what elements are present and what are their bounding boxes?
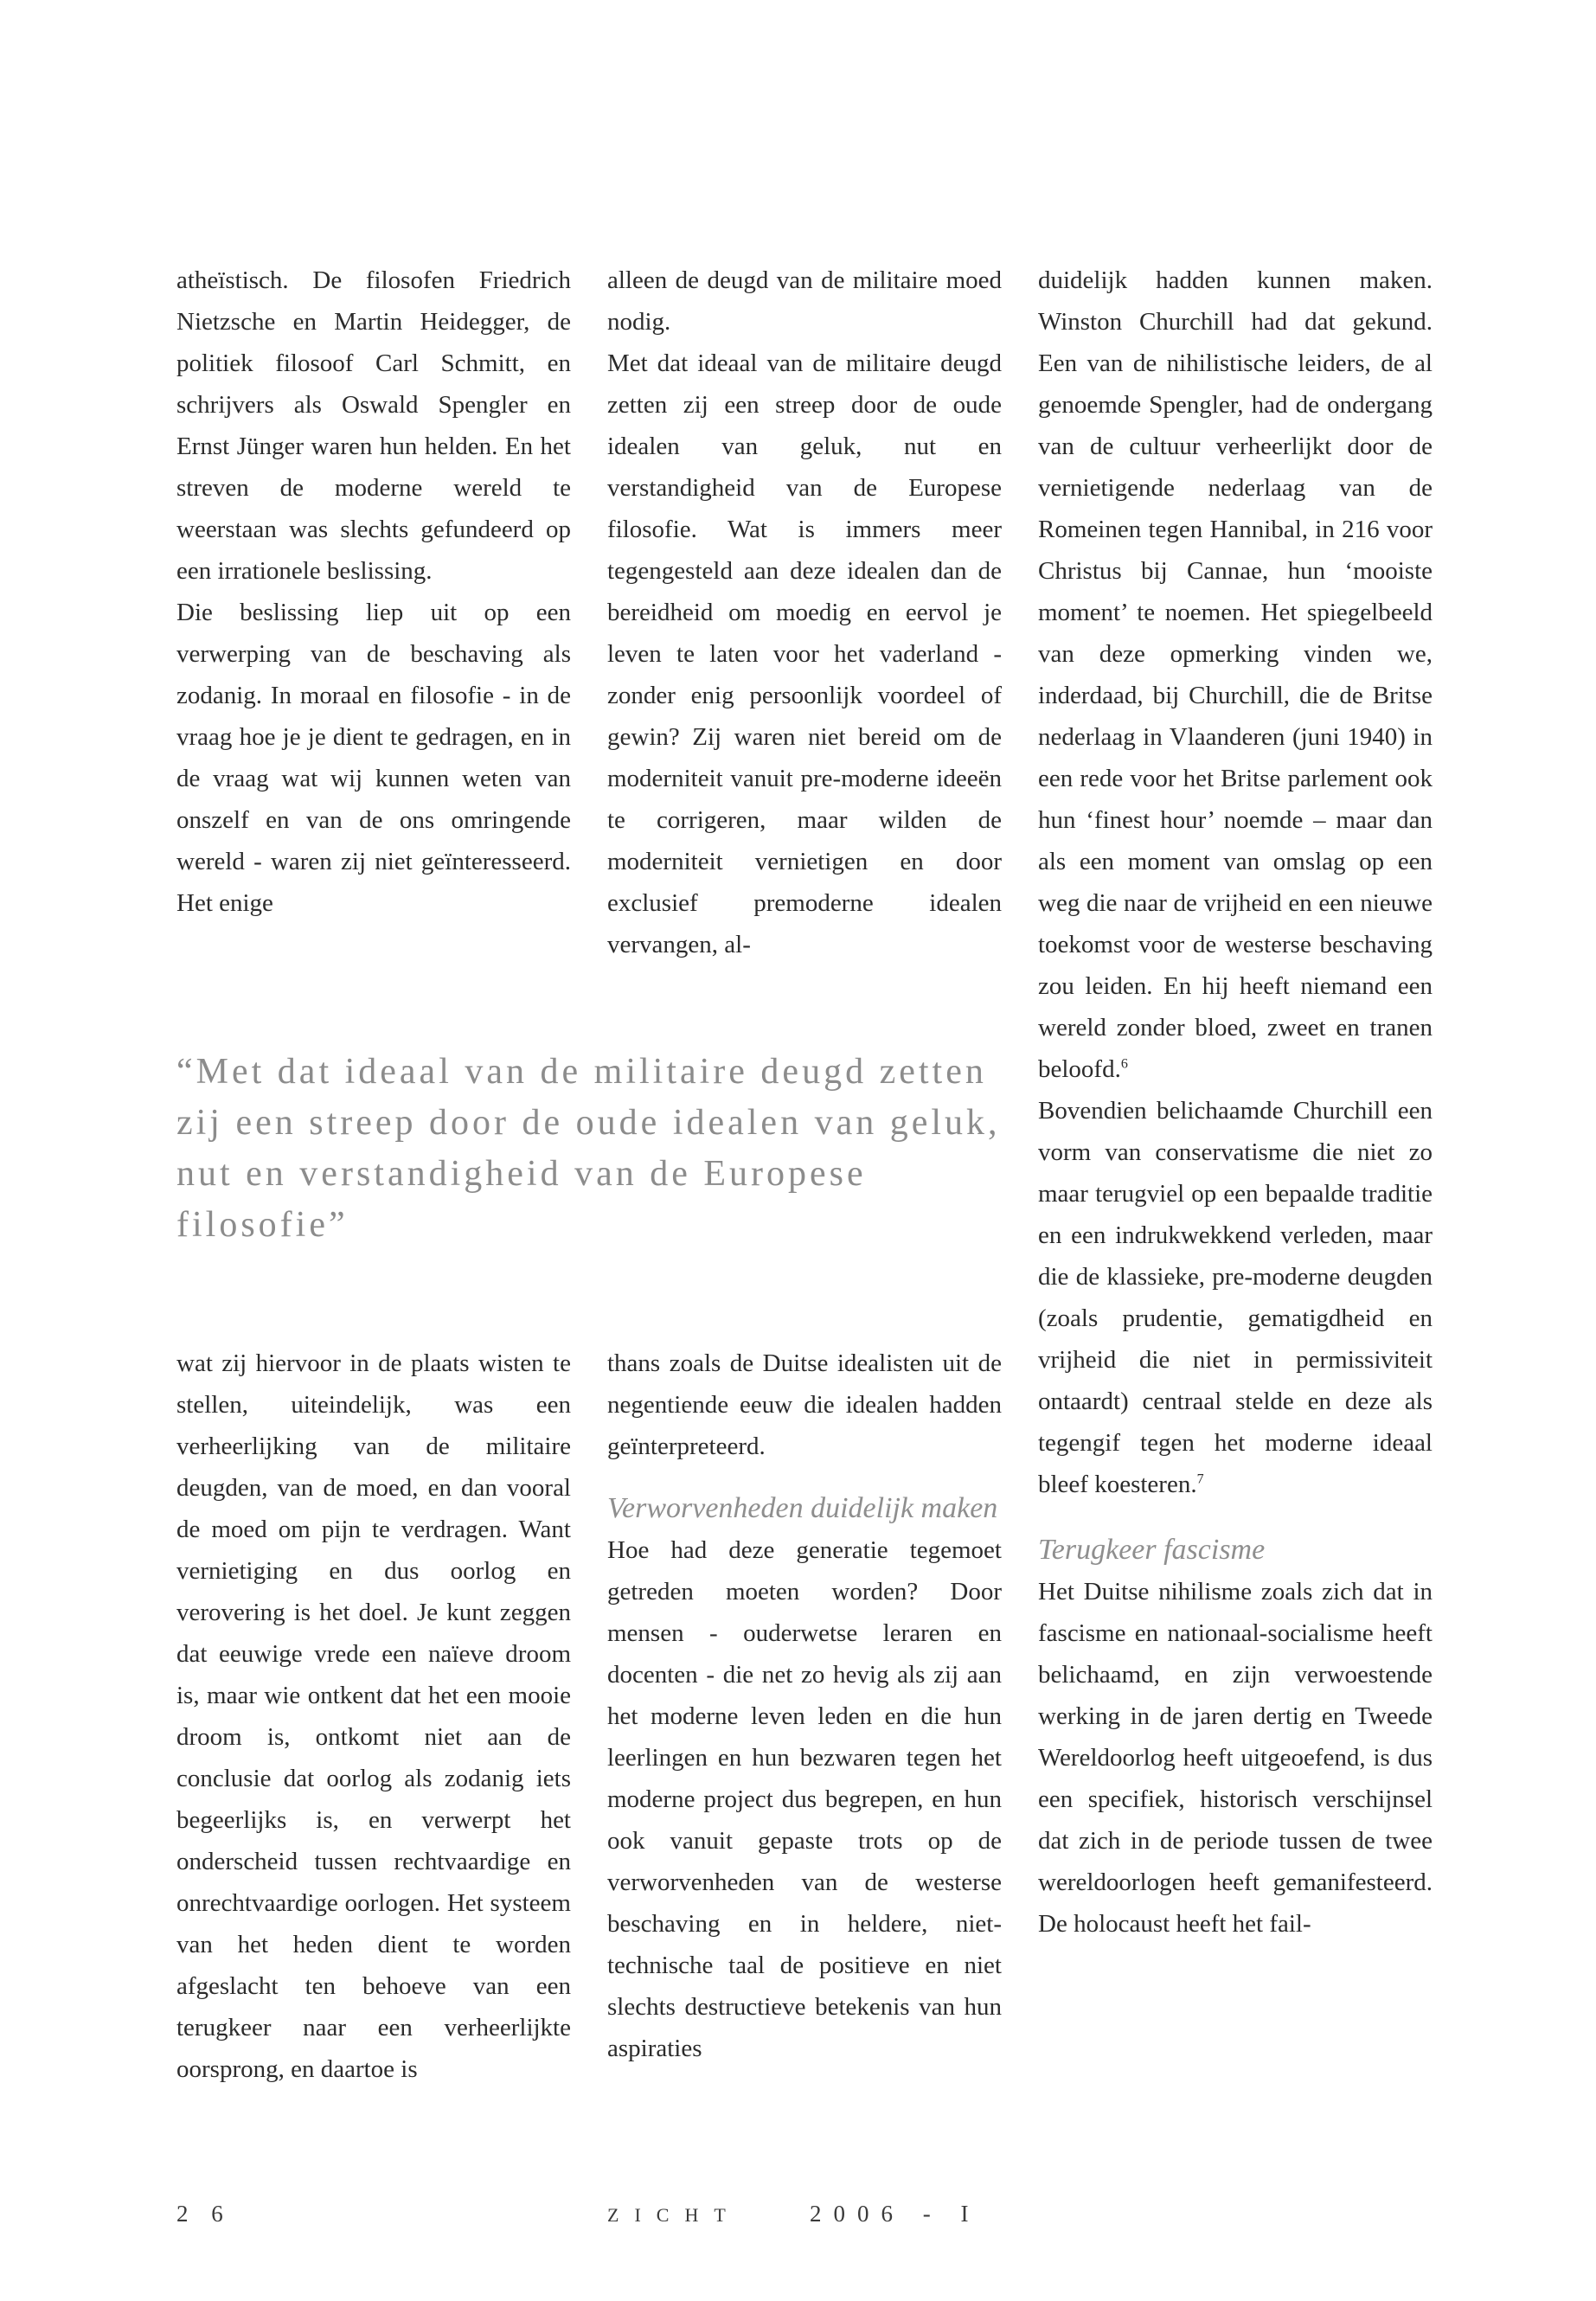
paragraph: atheïstisch. De filosofen Friedrich Nietzsche en Martin Heidegger, de politiek filosoof Carl Schmitt, en schrijvers als Oswald Spengler en Ernst Jünger waren hun helden. En het streven de moderne wereld te weerstaan was slechts gefundeerd op een irrationele beslissing. <box>176 266 571 585</box>
section-heading: Verworvenheden duidelijk maken <box>607 1492 998 1524</box>
column-2-top <box>607 260 1002 965</box>
paragraph: Die beslissing liep uit op een verwerping van de beschaving als zodanig. In moraal en filosofie - in de vraag hoe je je dient te gedragen, en in de vraag wat wij kunnen weten van onszelf en van de ons omringende wereld - waren zij niet geïnteresseerd. Het enige <box>176 599 571 917</box>
paragraph: alleen de deugd van de militaire moed nodig. <box>607 266 1002 336</box>
paragraph: Hoe had deze generatie tegemoet getreden moeten worden? Door mensen - ouderwetse leraren en docenten - die net zo hevig als zij aan het moderne leven leden en die hun leerlingen en hun bezwaren tegen het moderne project dus begrepen, en hun ook vanuit gepaste trots op de verworvenheden van de westerse beschaving en in heldere, niet-technische taal de positieve en niet slechts destructieve betekenis van hun aspiraties <box>607 1536 1002 2062</box>
paragraph-text: duidelijk hadden kunnen maken. Winston Churchill had dat gekund. Een van de nihilistische leiders, de al genoemde Spengler, had de ondergang van de cultuur verheerlijkt door de vernietigende nederlaag van de Romeinen tegen Hannibal, in 216 voor Christus bij Cannae, hun ‘mooiste moment’ te noemen. Het spiegelbeeld van deze opmerking vinden we, inderdaad, bij Churchill, die de Britse nederlaag in Vlaanderen (juni 1940) in een rede voor het Britse parlement ook hun ‘finest hour’ noemde – maar dan als een moment van omslag op een weg die naar de vrijheid en een nieuwe toekomst voor de westerse beschaving zou leiden. En hij heeft niemand een wereld zonder bloed, zweet en tranen beloofd. <box>1038 266 1433 1083</box>
pull-quote: “Met dat ideaal van de militaire deugd zetten zij een streep door de oude idealen van geluk, nut en verstandigheid van de Europese filosofie” <box>176 1052 1001 1245</box>
paragraph <box>1038 1090 1433 1505</box>
journal-name: ZICHT <box>607 2204 741 2226</box>
column-1-bottom <box>176 1343 571 2090</box>
paragraph <box>1038 260 1433 1090</box>
section-heading: Terugkeer fascisme <box>1038 1534 1266 1566</box>
column-1-top <box>176 260 571 924</box>
column-3 <box>1038 260 1433 1945</box>
paragraph: Het Duitse nihilisme zoals zich dat in fascisme en nationaal-socialisme heeft belichaamd, en zijn verwoestende werking in de jaren dertig en Tweede Wereldoorlog heeft uitgeoefend, is dus een specifiek, historisch verschijnsel dat zich in de periode tussen de twee wereldoorlogen heeft gemanifesteerd. De holocaust heeft het fail- <box>1038 1578 1433 1938</box>
issue-number: 2006 - I <box>810 2201 981 2227</box>
column-2-bottom <box>607 1343 1002 2069</box>
footnote-ref-7: 7 <box>1196 1471 1204 1487</box>
page-number: 2 6 <box>176 2201 232 2227</box>
paragraph: thans zoals de Duitse idealisten uit de negentiende eeuw die idealen hadden geïnterpreteerd. <box>607 1349 1002 1460</box>
footnote-ref-6: 6 <box>1120 1056 1128 1072</box>
paragraph-text: Bovendien belichaamde Churchill een vorm van conservatisme die niet zo maar terugviel op een bepaalde traditie en een indrukwekkend verleden, maar die de klassieke, pre-moderne deugden (zoals prudentie, gematigdheid en vrijheid die niet in permissiviteit ontaardt) centraal stelde en deze als tegengif tegen het moderne ideaal bleef koesteren. <box>1038 1097 1433 1498</box>
paragraph: wat zij hiervoor in de plaats wisten te stellen, uiteindelijk, was een verheerlijking van de militaire deugden, van de moed, en dan vooral de moed om pijn te verdragen. Want vernietiging en dus oorlog en verovering is het doel. Je kunt zeggen dat eeuwige vrede een naïeve droom is, maar wie ontkent dat het een mooie droom is, ontkomt niet aan de conclusie dat oorlog als zodanig iets begeerlijks is, en verwerpt het onderscheid tussen rechtvaardige en onrechtvaardige oorlogen. Het systeem van het heden dient te worden afgeslacht ten behoeve van een terugkeer naar een verheerlijkte oorsprong, en daartoe is <box>176 1349 571 2083</box>
paragraph: Met dat ideaal van de militaire deugd zetten zij een streep door de oude idealen van geluk, nut en verstandigheid van de Europese filosofie. Wat is immers meer tegengesteld aan deze idealen dan de bereidheid om moedig en eervol je leven te laten voor het vaderland - zonder enig persoonlijk voordeel of gewin? Zij waren niet bereid om de moderniteit vanuit pre-moderne ideeën te corrigeren, maar wilden de moderniteit vernietigen en door exclusief premoderne idealen vervangen, al- <box>607 349 1002 958</box>
